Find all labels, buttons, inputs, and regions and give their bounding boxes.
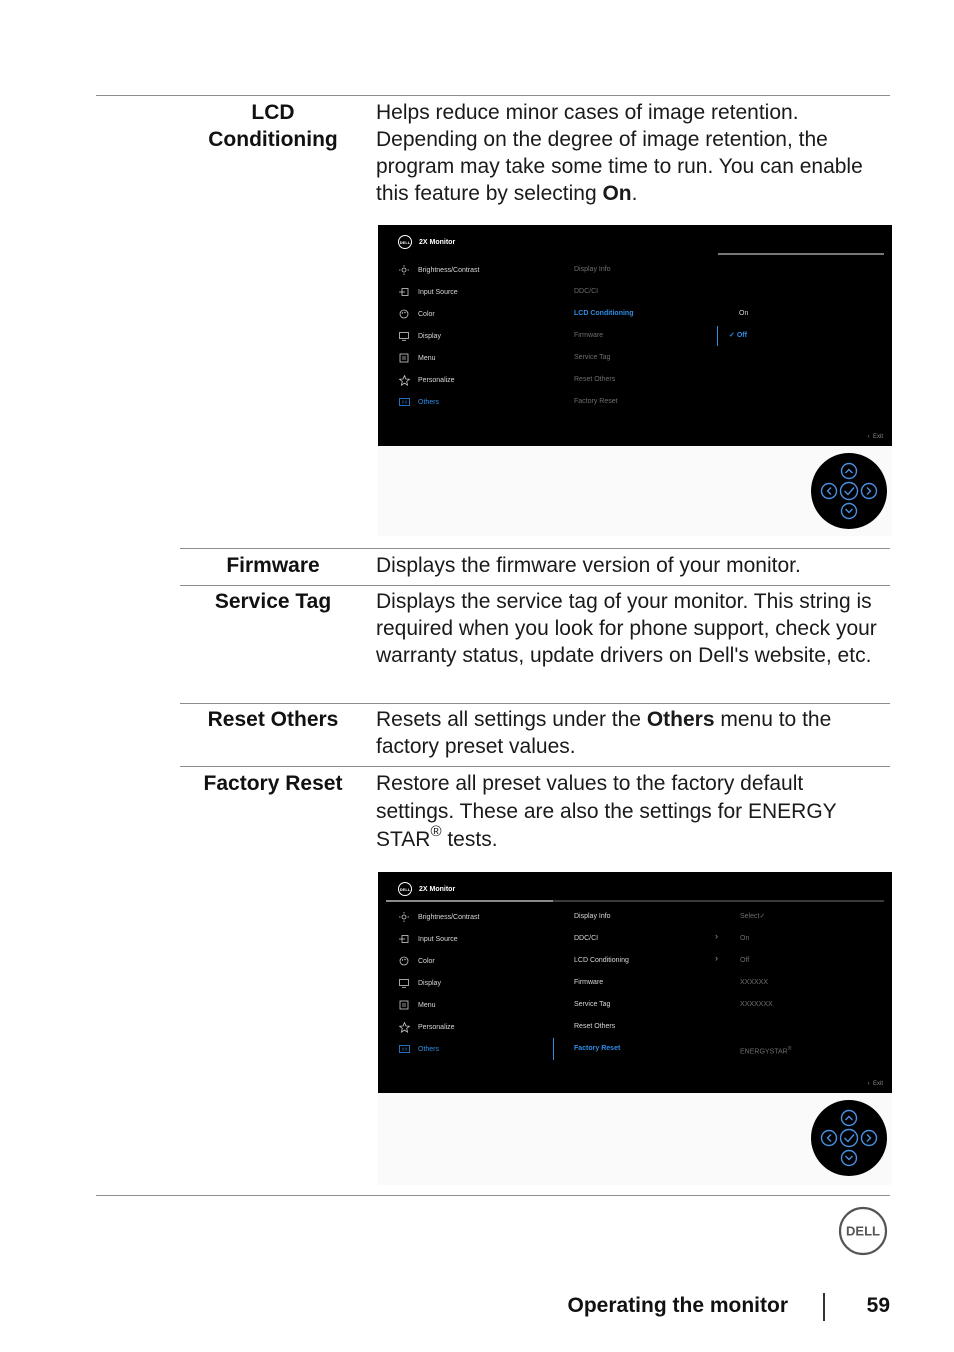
input-source-icon	[398, 933, 410, 945]
osd-sub-factory-reset[interactable]: Factory Reset	[574, 398, 618, 405]
term-reset-others: Reset Others	[207, 708, 339, 731]
osd-menu-label: Input Source	[418, 288, 458, 296]
osd-sub-display-info[interactable]: Display Info	[574, 913, 611, 920]
osd-selection-bar	[553, 1038, 554, 1060]
osd-sub-firmware[interactable]: Firmware	[574, 979, 604, 986]
desc-lcd-text: Helps reduce minor cases of image retention. Depending on the degree of image retention, the program may take some time to run. You can enable this feature by selecting	[376, 101, 863, 205]
color-icon	[398, 308, 410, 320]
osd-sub-lcd-conditioning[interactable]: LCD Conditioning	[574, 310, 634, 317]
osd-sub-display-info[interactable]: Display Info	[574, 266, 611, 273]
input-source-icon	[398, 286, 410, 298]
term-service-tag: Service Tag	[214, 590, 332, 613]
osd-option-off-label: Off	[736, 332, 747, 339]
osd-exit[interactable]	[868, 1081, 883, 1087]
page-number: 59	[866, 1294, 890, 1317]
osd-top-line-left	[386, 900, 553, 902]
osd-menu-label: Personalize	[418, 376, 455, 384]
menu-icon	[398, 999, 410, 1011]
desc-reset-others-text: Resets all settings under the	[376, 708, 647, 731]
desc-lcd-bold-on: On	[602, 182, 632, 205]
display-icon	[398, 977, 410, 989]
osd-menu-menu[interactable]	[398, 352, 436, 364]
top-rule	[96, 95, 890, 96]
osd-menu-label: Display	[418, 979, 441, 987]
osd-menu-others[interactable]	[398, 1043, 439, 1055]
osd-menu-label: Color	[418, 957, 435, 965]
osd-menu-label: Menu	[418, 354, 436, 362]
osd-menu-personalize[interactable]	[398, 374, 455, 386]
joystick-arrows-icon	[811, 453, 887, 529]
joystick-controller-2	[811, 1100, 887, 1176]
check-icon: ✓	[759, 913, 766, 920]
osd-menu-label: Others	[418, 1045, 440, 1053]
osd-menu-input-source[interactable]	[398, 286, 458, 298]
check-icon: ✓	[729, 332, 735, 339]
osd-monitor-name: 2X Monitor	[419, 238, 456, 246]
desc-lcd-conditioning	[376, 99, 890, 207]
personalize-star-icon	[398, 374, 410, 386]
row-divider-service-tag	[180, 585, 890, 586]
personalize-star-icon	[398, 1021, 410, 1033]
osd-sub-reset-others[interactable]: Reset Others	[574, 376, 616, 383]
desc-factory-reset-text: Restore all preset values to the factory default settings. These are also the settings for ENERGY STAR	[376, 772, 837, 851]
osd-menu-label: Brightness/Contrast	[418, 266, 480, 274]
osd-menu-color[interactable]	[398, 308, 435, 320]
osd-menu-brightness[interactable]	[398, 264, 479, 276]
brightness-icon	[398, 911, 410, 923]
osd-sub-factory-reset[interactable]: Factory Reset	[574, 1045, 621, 1052]
osd-monitor-name: 2X Monitor	[419, 885, 456, 893]
desc-reset-others-bold: Others	[646, 708, 715, 731]
osd-sub-ddc-ci[interactable]: DDC/CI	[574, 935, 599, 942]
chevron-left-icon: ‹	[867, 434, 870, 440]
registered-mark: ®	[787, 1046, 792, 1052]
others-icon	[398, 396, 410, 408]
term-firmware: Firmware	[226, 554, 320, 577]
osd-value-select[interactable]	[740, 911, 765, 923]
dell-logo-text: DELL	[846, 1223, 880, 1239]
osd-sub-service-tag[interactable]: Service Tag	[574, 354, 611, 361]
osd-top-line	[718, 253, 884, 255]
osd-header	[398, 882, 455, 896]
chevron-right-icon: ›	[715, 931, 718, 941]
osd-value-energystar	[740, 1043, 791, 1055]
osd-value-firmware: XXXXXX	[740, 979, 769, 986]
osd-sub-reset-others[interactable]: Reset Others	[574, 1023, 616, 1030]
osd-exit-label: Exit	[872, 434, 883, 440]
term-lcd-line1: LCD	[251, 101, 295, 124]
desc-reset-others-end: menu to the factory preset values.	[376, 708, 832, 758]
osd-menu-menu[interactable]	[398, 999, 436, 1011]
osd-screen-factory-reset	[378, 872, 892, 1093]
osd-menu-brightness[interactable]	[398, 911, 479, 923]
osd-menu-label: Color	[418, 310, 435, 318]
registered-mark: ®	[430, 823, 442, 840]
footer-section-title: Operating the monitor	[567, 1294, 788, 1317]
desc-lcd-end: .	[631, 182, 638, 205]
osd-sub-firmware[interactable]: Firmware	[574, 332, 604, 339]
desc-firmware: Displays the firmware version of your monitor.	[376, 554, 801, 577]
row-divider-firmware	[180, 548, 890, 549]
osd-value-select-label: Select	[740, 913, 760, 920]
desc-factory-reset	[376, 770, 856, 854]
osd-value-lcd-off: Off	[740, 957, 750, 964]
osd-menu-label: Personalize	[418, 1023, 455, 1031]
osd-selection-bar	[717, 326, 718, 346]
chevron-right-icon: ›	[715, 953, 718, 963]
osd-menu-label: Input Source	[418, 935, 458, 943]
joystick-controller-1	[811, 453, 887, 529]
others-icon	[398, 1043, 410, 1055]
osd-exit-label: Exit	[872, 1081, 883, 1087]
osd-menu-personalize[interactable]	[398, 1021, 455, 1033]
term-factory-reset: Factory Reset	[203, 772, 343, 795]
osd-menu-input-source[interactable]	[398, 933, 458, 945]
dell-logo-icon: DELL	[398, 882, 412, 896]
chevron-left-icon: ‹	[867, 1081, 870, 1087]
dell-logo-icon: DELL	[398, 235, 412, 249]
joystick-arrows-icon	[811, 1100, 887, 1176]
display-icon	[398, 330, 410, 342]
osd-menu-others[interactable]	[398, 396, 439, 408]
osd-option-on[interactable]: On	[739, 310, 749, 317]
osd-value-service-tag: XXXXXXX	[740, 1001, 773, 1008]
menu-icon	[398, 352, 410, 364]
osd-menu-display[interactable]	[398, 330, 441, 342]
row-divider-factory-reset	[180, 766, 890, 767]
osd-sub-ddc-ci[interactable]: DDC/CI	[574, 288, 599, 295]
osd-menu-display[interactable]	[398, 977, 441, 989]
osd-menu-color[interactable]	[398, 955, 435, 967]
desc-reset-others	[376, 706, 890, 760]
desc-service-tag: Displays the service tag of your monitor. This string is required when you look for phone support, check your warranty status, update drivers on Dell's website, etc.	[376, 590, 877, 667]
osd-menu-label: Menu	[418, 1001, 436, 1009]
osd-header	[398, 235, 455, 249]
osd-screen-lcd-conditioning	[378, 225, 892, 446]
term-lcd-conditioning	[180, 99, 366, 153]
footer-separator	[823, 1293, 825, 1321]
brightness-icon	[398, 264, 410, 276]
osd-top-line-right	[553, 900, 884, 902]
osd-exit[interactable]	[868, 434, 883, 440]
osd-menu-label: Others	[418, 398, 440, 406]
osd-value-ddc-on: On	[740, 935, 750, 942]
desc-factory-reset-end: tests.	[441, 828, 498, 851]
osd-sub-service-tag[interactable]: Service Tag	[574, 1001, 611, 1008]
bottom-rule	[96, 1195, 890, 1196]
osd-energystar-label: ENERGYSTAR	[740, 1048, 788, 1056]
dell-logo	[838, 1206, 888, 1256]
color-icon	[398, 955, 410, 967]
osd-sub-lcd-conditioning[interactable]: LCD Conditioning	[574, 957, 629, 964]
row-divider-reset-others	[180, 703, 890, 704]
osd-option-off[interactable]	[729, 330, 747, 342]
osd-menu-label: Brightness/Contrast	[418, 913, 480, 921]
osd-menu-label: Display	[418, 332, 441, 340]
term-lcd-line2: Conditioning	[208, 128, 338, 151]
